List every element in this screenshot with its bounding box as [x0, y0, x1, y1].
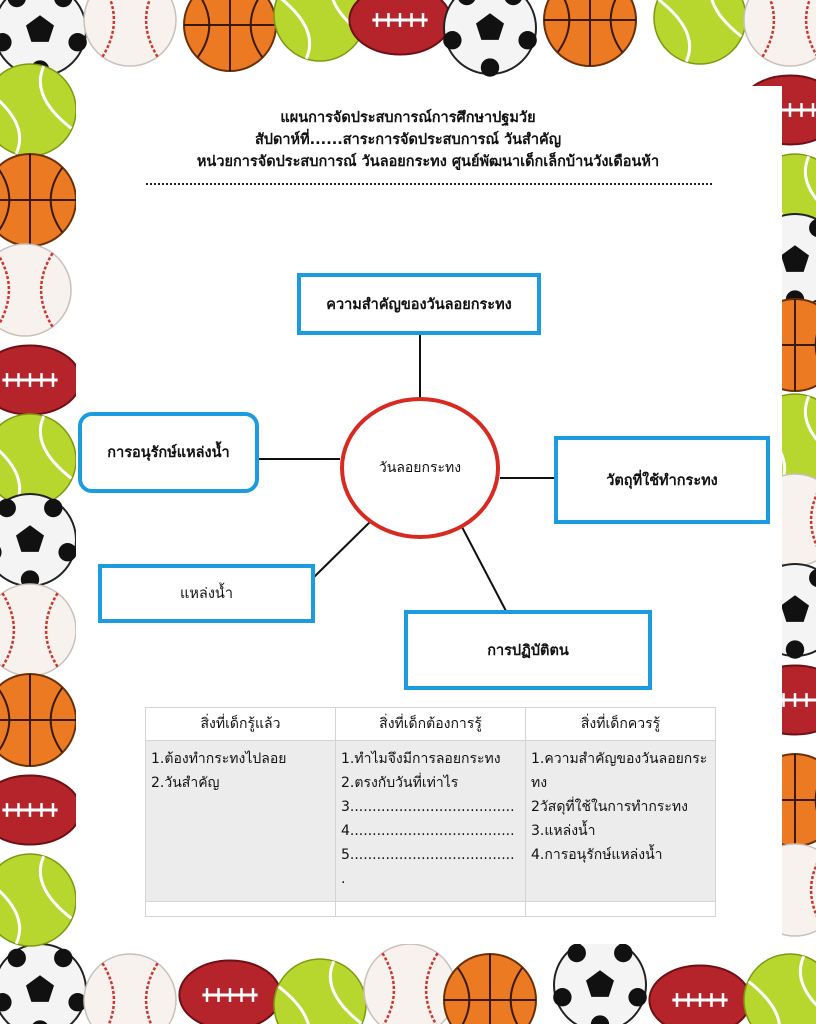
cell-want-to-know [336, 741, 526, 902]
mindmap-center: วันลอยกระทง [340, 397, 500, 539]
node-water-sources: แหล่งน้ำ [98, 564, 315, 623]
empty-cell [146, 902, 336, 917]
known-item: 1.ต้องทำกระทงไปลอย [151, 751, 287, 767]
node-importance: ความสำคัญของวันลอยกระทง [297, 273, 541, 335]
cell-known [146, 741, 336, 902]
node-water-conservation: การอนุรักษ์แหล่งน้ำ [78, 412, 259, 493]
empty-cell [526, 902, 716, 917]
unit-line: หน่วยการจัดประสบการณ์ วันลอยกระทง ศูนย์พัฒนาเด็กเล็กบ้านวังเดือนห้า [196, 154, 660, 170]
want-item: 2.ตรงกับวันที่เท่าไร [341, 775, 459, 791]
node-conduct: การปฏิบัติตน [404, 610, 652, 690]
should-item: 4.การอนุรักษ์แหล่งน้ำ [531, 847, 663, 863]
want-item: . [341, 871, 346, 887]
known-item: 2.วันสำคัญ [151, 775, 220, 791]
cell-should-know [526, 741, 716, 902]
want-item: 4..................................... [341, 823, 515, 839]
header-want-to-know: สิ่งที่เด็กต้องการรู้ [336, 708, 526, 741]
want-item: 3..................................... [341, 799, 515, 815]
plan-title: แผนการจัดประสบการณ์การศึกษาปฐมวัย [280, 110, 536, 126]
want-item: 5..................................... [341, 847, 515, 863]
empty-cell [336, 902, 526, 917]
header-known: สิ่งที่เด็กรู้แล้ว [146, 708, 336, 741]
node-krathong-materials: วัตถุที่ใช้ทำกระทง [554, 436, 770, 524]
header-should-know: สิ่งที่เด็กควรรู้ [526, 708, 716, 741]
week-subject-line: สัปดาห์ที่......สาระการจัดประสบการณ์ วันสำคัญ [254, 132, 562, 148]
kwl-table [145, 707, 716, 917]
should-item: 3.แหล่งน้ำ [531, 823, 596, 839]
should-item: 2วัสดุที่ใช้ในการทำกระทง [531, 799, 688, 815]
should-item: 1.ความสำคัญของวันลอยกระทง [531, 751, 708, 791]
want-item: 1.ทำไมจึงมีการลอยกระทง [341, 751, 501, 767]
